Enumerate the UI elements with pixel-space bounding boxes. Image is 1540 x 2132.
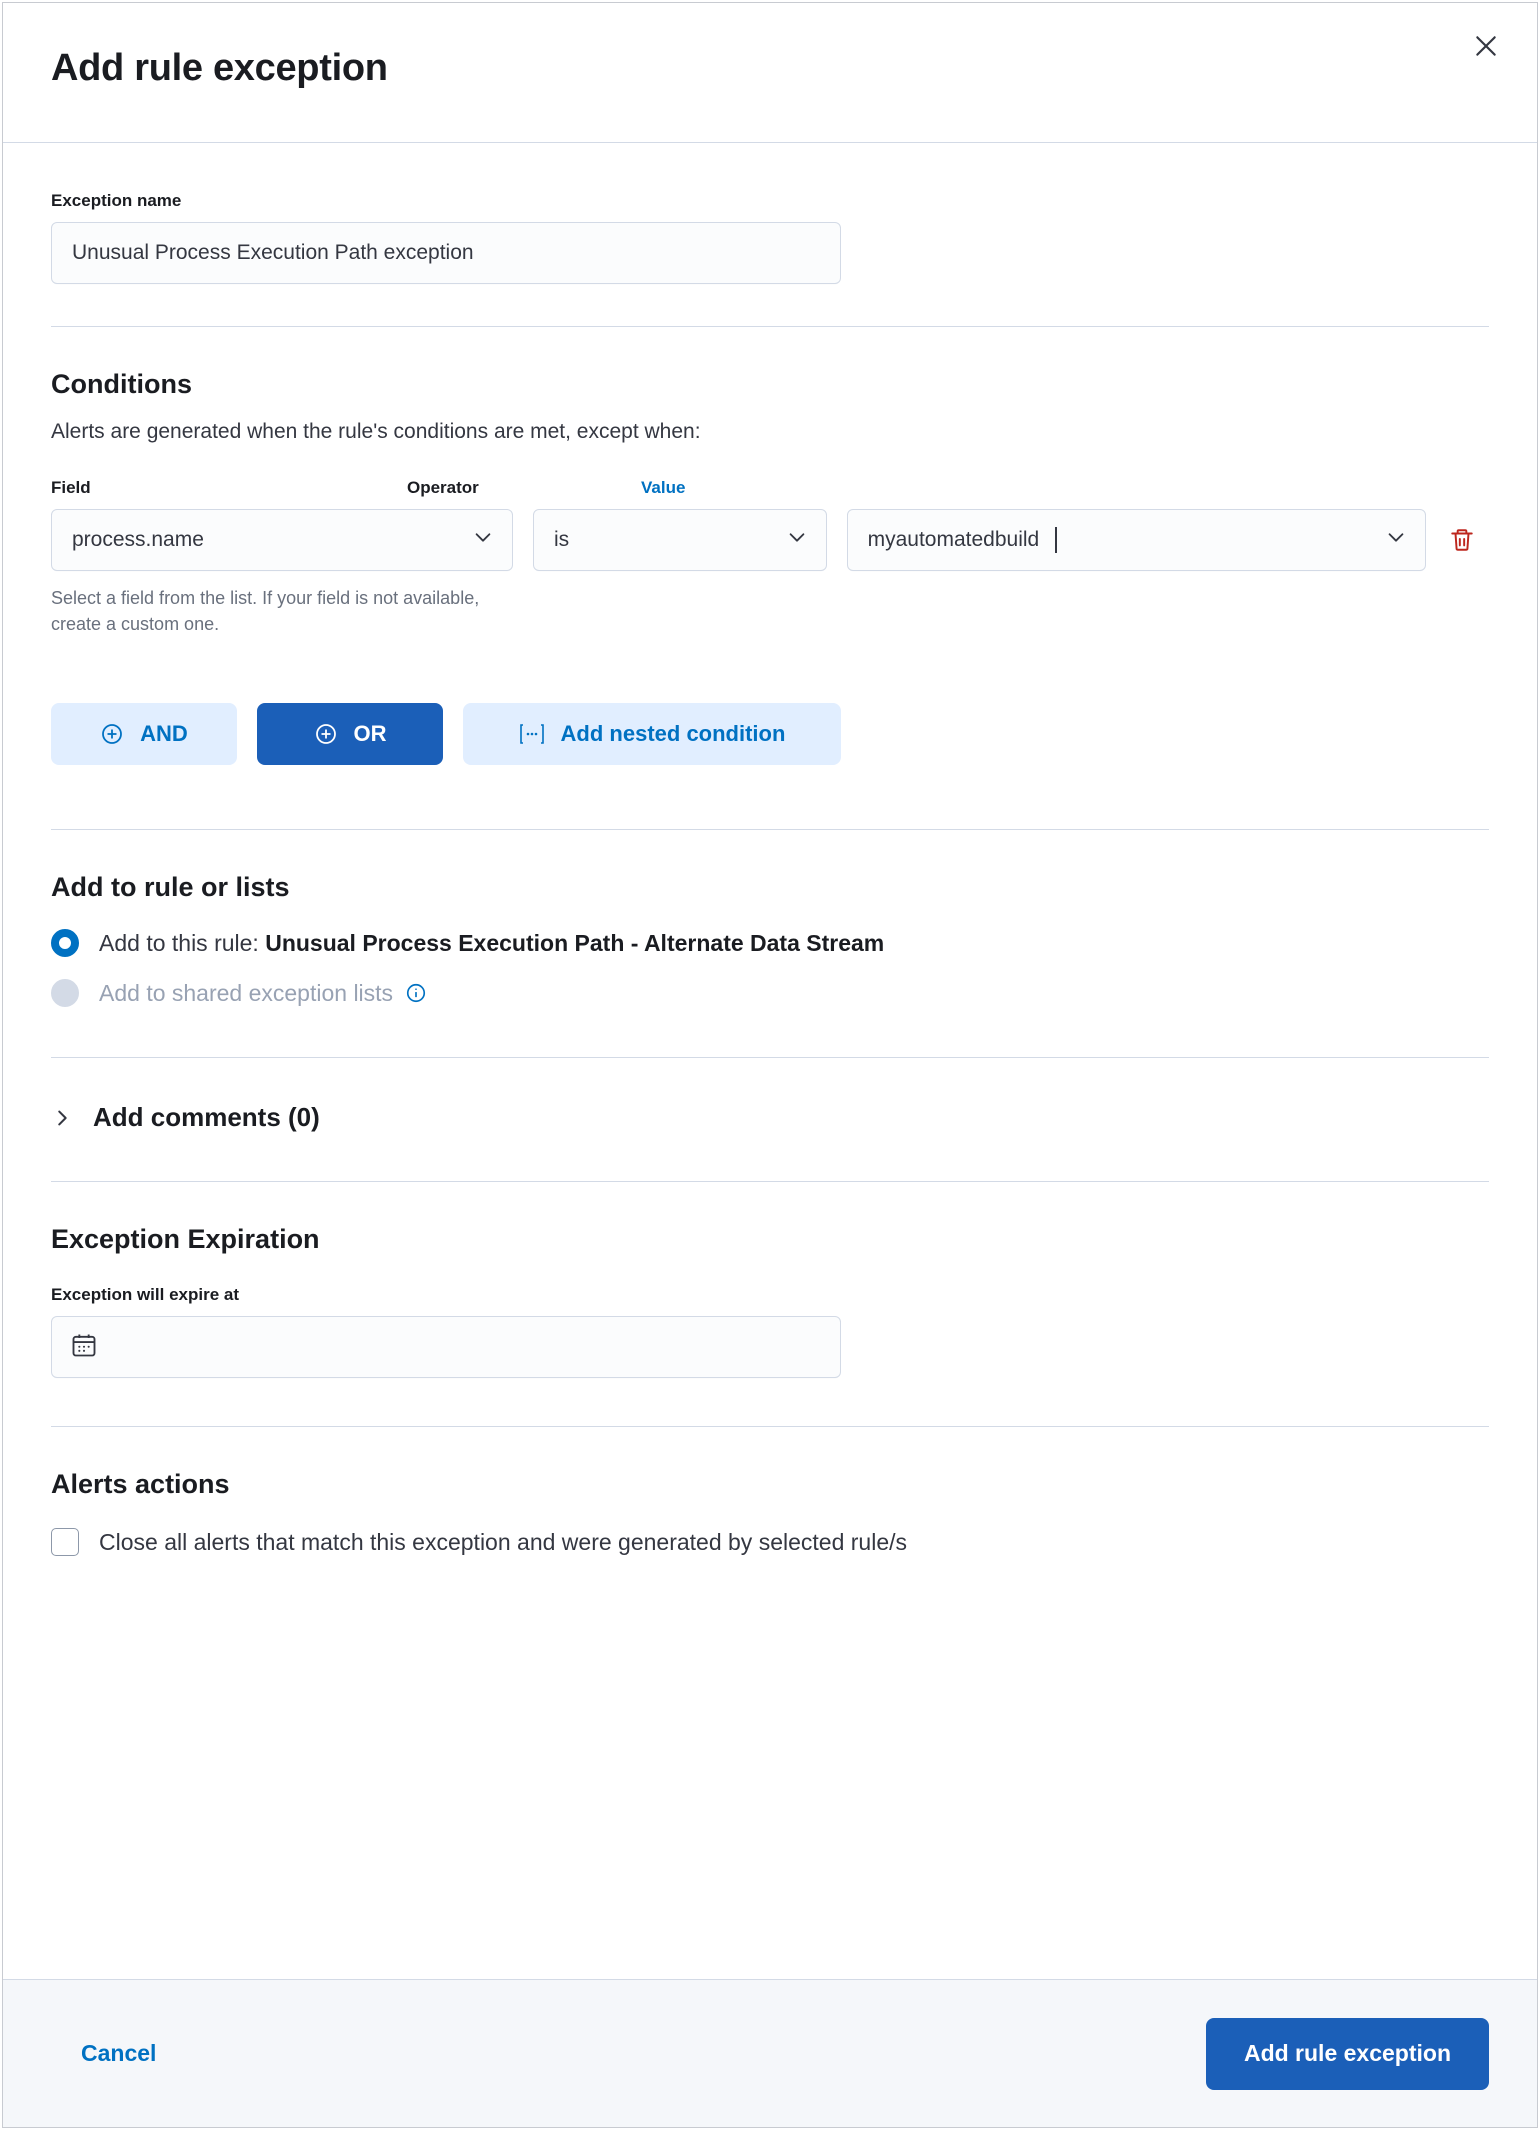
divider (51, 1057, 1489, 1058)
radio-icon-unselected (51, 979, 79, 1007)
chevron-down-icon (1385, 526, 1407, 554)
radio-add-to-this-rule-label (99, 930, 884, 957)
value-combobox[interactable] (847, 509, 1426, 571)
add-and-button[interactable] (51, 703, 237, 765)
conditions-title: Conditions (51, 369, 192, 399)
expiration-date-input[interactable] (51, 1316, 841, 1378)
close-icon[interactable] (1463, 23, 1509, 69)
add-comments-label: Add comments (0) (93, 1102, 320, 1133)
radio-add-to-shared-lists-label: Add to shared exception lists (99, 979, 394, 1006)
header-value: Value (641, 478, 686, 497)
divider (51, 829, 1489, 830)
text-cursor (1055, 527, 1057, 553)
flyout-body (3, 143, 1537, 1979)
operator-select[interactable] (533, 509, 827, 571)
cancel-button[interactable]: Cancel (51, 2040, 186, 2067)
expiration-title: Exception Expiration (51, 1224, 320, 1255)
add-rule-exception-flyout (2, 2, 1538, 2128)
close-alerts-checkbox-row[interactable] (51, 1528, 1489, 1556)
flyout-header (3, 3, 1537, 143)
header-field: Field (51, 478, 91, 497)
field-select-value: process.name (72, 528, 204, 551)
plus-circle-icon (314, 722, 338, 746)
divider (51, 1181, 1489, 1182)
page-title: Add rule exception (51, 47, 388, 89)
value-combobox-value: myautomatedbuild (867, 528, 1040, 551)
add-nested-condition-label: Add nested condition (560, 721, 786, 747)
condition-column-headers (51, 478, 1489, 498)
checkbox-icon[interactable] (51, 1528, 79, 1556)
exception-name-input[interactable] (51, 222, 841, 284)
field-select[interactable] (51, 509, 513, 571)
header-operator: Operator (407, 478, 479, 497)
radio-add-to-shared-lists[interactable] (51, 979, 1489, 1007)
chevron-right-icon (51, 1107, 73, 1129)
nested-icon (519, 723, 545, 745)
field-helper-text: Select a field from the list. If your field is not available, create a custom one. (51, 588, 480, 635)
operator-select-value: is (554, 528, 570, 551)
flyout-footer (3, 1979, 1537, 2127)
radio-icon-selected (51, 929, 79, 957)
plus-circle-icon (100, 722, 124, 746)
add-to-title: Add to rule or lists (51, 872, 290, 903)
radio-rule-name: Unusual Process Execution Path - Alternate Data Stream (265, 929, 885, 956)
divider (51, 326, 1489, 327)
conditions-description: Alerts are generated when the rule's conditions are met, except when: (51, 420, 701, 443)
add-nested-condition-button[interactable] (463, 703, 841, 765)
expiration-label: Exception will expire at (51, 1285, 240, 1305)
add-comments-accordion[interactable] (51, 1102, 1489, 1133)
condition-buttons (51, 703, 1489, 765)
info-icon[interactable] (405, 982, 427, 1004)
radio-add-to-this-rule[interactable] (51, 929, 1489, 957)
exception-name-label: Exception name (51, 191, 182, 210)
alerts-actions-title: Alerts actions (51, 1469, 230, 1500)
condition-row (51, 509, 1489, 571)
close-alerts-checkbox-label: Close all alerts that match this exception and were generated by selected rule/s (99, 1528, 907, 1555)
chevron-down-icon (786, 526, 808, 554)
add-or-label: OR (353, 721, 387, 747)
trash-icon[interactable] (1436, 509, 1489, 571)
add-and-label: AND (140, 721, 188, 747)
radio-prefix: Add to this rule: (99, 929, 266, 956)
add-rule-exception-button[interactable]: Add rule exception (1206, 2018, 1489, 2090)
add-or-button[interactable] (257, 703, 443, 765)
divider (51, 1426, 1489, 1427)
calendar-icon (70, 1331, 98, 1364)
chevron-down-icon (472, 526, 494, 554)
